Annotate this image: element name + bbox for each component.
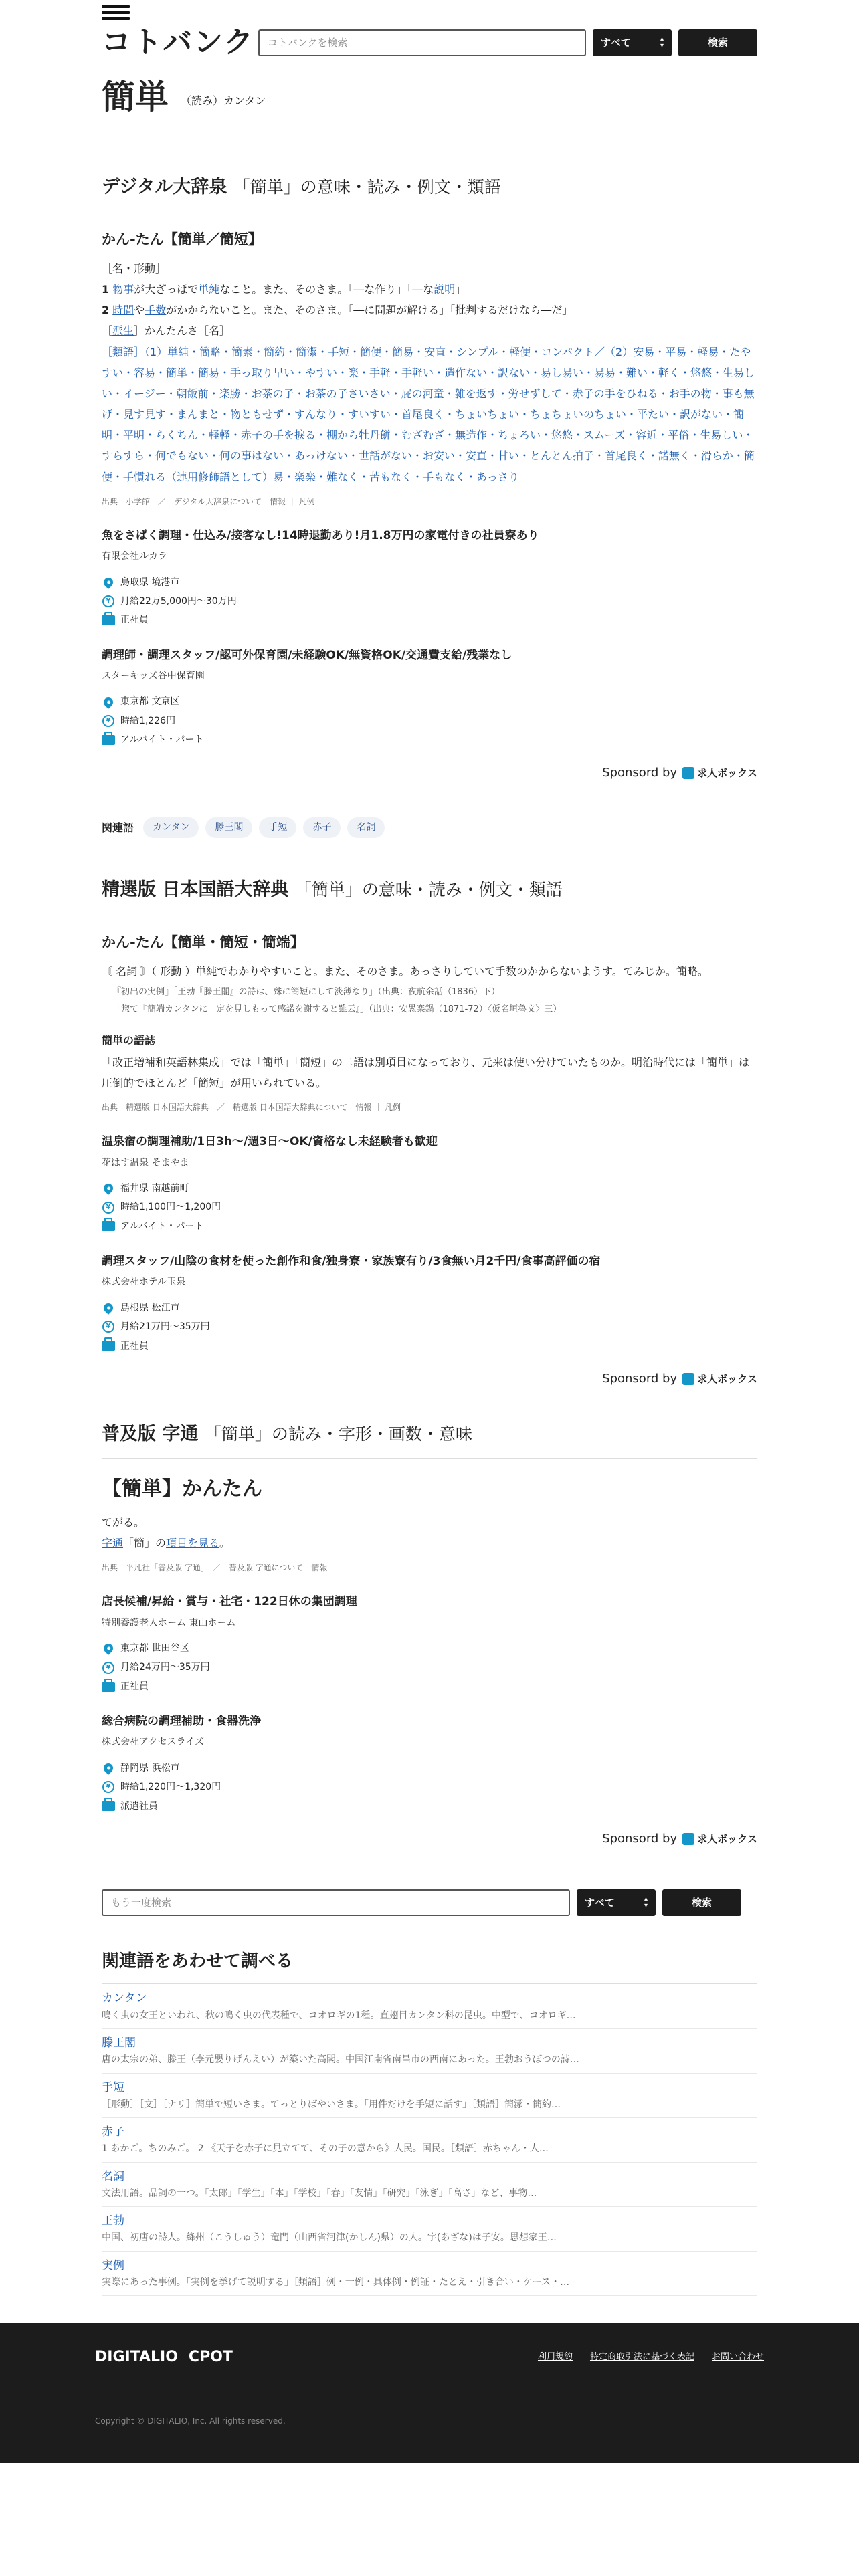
dictionary-name: デジタル大辞泉 [102, 177, 227, 197]
related-chip[interactable]: 名詞 [347, 817, 385, 837]
sponsor-label: Sponsord by [602, 1371, 678, 1386]
job-location: 鳥取県 境港市 [120, 576, 180, 588]
briefcase-icon [102, 614, 115, 627]
dictionary-name: 普及版 字通 [102, 1423, 199, 1444]
job-location-row [102, 1301, 757, 1315]
location-pin-icon [102, 695, 115, 709]
job-company: 有限会社ルカラ [102, 551, 167, 562]
part-of-speech: ［名・形動］ [102, 261, 167, 275]
job-company: 特別養護老人ホーム 東山ホーム [102, 1617, 236, 1628]
related-chip[interactable]: 滕王閣 [205, 817, 252, 837]
related-item[interactable] [102, 2029, 757, 2074]
job-type-row [102, 1799, 757, 1814]
related-title: 関連語をあわせて調べる [102, 1948, 757, 1985]
job-title[interactable]: 温泉宿の調理補助/1日3h〜/週3日〜OK/資格なし未経験者も歓迎 [102, 1135, 438, 1149]
entry-head: かん‐たん【簡単・簡短・簡端】 [102, 934, 304, 950]
sponsor-brand-name: 求人ボックス [697, 1373, 757, 1386]
kyujinbox-logo-icon [682, 1833, 694, 1845]
sponsor-brand-name: 求人ボックス [697, 766, 757, 779]
briefcase-icon [102, 1680, 115, 1693]
derived-form: ［派生］かんたんさ［名］ [102, 324, 231, 338]
footer-link-tokusho[interactable]: 特定商取引法に基づく表記 [589, 2351, 694, 2362]
related-item[interactable] [102, 2252, 757, 2296]
job-title[interactable]: 調理スタッフ/山陰の食材を使った創作和食/独身寮・家族寮有り/3食無い月2千円/食事高評価の宿 [102, 1255, 601, 1269]
location-pin-icon [102, 1182, 115, 1195]
job-meta [102, 1761, 757, 1814]
job-card[interactable] [102, 1713, 757, 1814]
word-header [102, 80, 757, 114]
job-card[interactable] [102, 1253, 757, 1354]
derived-text: かんたんさ［名］ [145, 324, 231, 338]
link-setsumei[interactable]: 説明 [434, 282, 456, 296]
source-note: 出典 平凡社「普及版 字通」 ／ 普及版 字通について 情報 [102, 1563, 328, 1573]
job-type-row [102, 732, 757, 747]
job-list [102, 527, 757, 748]
job-company: スターキッズ谷中保育園 [102, 670, 205, 681]
job-company: 花はす温泉 そまやま [102, 1157, 189, 1168]
related-item[interactable] [102, 1984, 757, 2029]
job-meta [102, 694, 757, 747]
derived-tag[interactable]: 派生 [112, 324, 134, 338]
quote-1: 『初出の実例』「王勃『滕王閣』の詩は、殊に簡短にして淡薄なり」（出典：夜航余話（1836）下） [112, 986, 500, 997]
yen-icon: ¥ [102, 1320, 115, 1333]
dictionary-name: 精選版 日本国語大辞典 [102, 879, 289, 900]
job-list [102, 1133, 757, 1354]
bottom-search-input[interactable]: もう一度検索 [102, 1889, 570, 1916]
footer-links [538, 2351, 764, 2365]
briefcase-icon [102, 1220, 115, 1233]
text [102, 1533, 757, 1553]
related-desc: 唐の太宗の弟、滕王（李元嬰りげんえい）が築いた高閣。中国江南省南昌市の西南にあった。王勃おうぼつの詩… [102, 2054, 579, 2066]
nikkoku-title [102, 875, 757, 914]
jitsu-body [102, 1512, 757, 1553]
job-salary: 時給1,100円〜1,200円 [120, 1202, 221, 1213]
related-item[interactable] [102, 2118, 757, 2163]
job-title[interactable]: 魚をさばく調理・仕込み/接客なし!14時退勤あり!月1.8万円の家電付きの社員寮あり [102, 529, 539, 543]
yen-icon: ¥ [102, 1201, 115, 1214]
related-item[interactable] [102, 2074, 757, 2119]
kyujinbox-logo-icon [682, 1373, 694, 1385]
job-type-row [102, 1339, 757, 1354]
related-term[interactable]: 手短 [102, 2080, 124, 2095]
job-company: 株式会社ホテル玉泉 [102, 1277, 186, 1288]
daijisen-title [102, 173, 757, 211]
related-term[interactable]: 実例 [102, 2258, 124, 2272]
related-desc: 実際にあった事例。「実例を挙げて説明する」［類語］例・一例・具体例・例証・たとえ・引き合い・ケース・… [102, 2277, 570, 2288]
subhead: 簡単の語誌 [102, 1034, 156, 1047]
job-location-row [102, 1181, 757, 1196]
bottom-category-select[interactable] [577, 1889, 656, 1916]
definition-1: 1 物事が大ざっぱで単純なこと。また、そのさま。「―な作り」「―な説明」 [102, 282, 466, 296]
dictionary-subtitle: 「簡単」の読み・字形・画数・意味 [204, 1424, 472, 1444]
sponsored-by [102, 764, 757, 783]
job-salary-row [102, 1780, 757, 1794]
job-location-row [102, 575, 757, 590]
text: てがる。 [102, 1515, 145, 1529]
text: 「簡」の [123, 1537, 167, 1550]
job-type-row [102, 613, 757, 627]
job-title[interactable]: 総合病院の調理補助・食器洗浄 [102, 1715, 261, 1729]
related-term[interactable]: 滕王閣 [102, 2036, 136, 2050]
job-list [102, 1593, 757, 1814]
dictionary-subtitle: 「簡単」の意味・読み・例文・類語 [294, 879, 563, 899]
footer [0, 2323, 859, 2463]
category-select[interactable] [593, 29, 672, 56]
text: が大ざっぱで [134, 282, 199, 296]
job-type: 派遣社員 [120, 1800, 158, 1812]
job-type: 正社員 [120, 615, 149, 626]
related-chip[interactable]: カンタン [143, 817, 199, 837]
kyujinbox-logo-icon [682, 767, 694, 779]
yen-icon: ¥ [102, 595, 115, 608]
job-card[interactable] [102, 1133, 757, 1234]
job-salary-row [102, 594, 757, 609]
daijisen-body [102, 258, 757, 488]
sponsor-brand[interactable] [682, 1831, 757, 1847]
search-button[interactable]: 検索 [678, 29, 757, 56]
cpot-logo[interactable]: CPOT [188, 2349, 233, 2366]
related-desc: 1 あかご。ちのみご。 2 《天子を赤子に見立てて、その子の意から》人民。国民。［類語］赤ちゃん・人… [102, 2143, 549, 2155]
location-pin-icon [102, 1642, 115, 1655]
yen-icon: ¥ [102, 714, 115, 728]
link-monogoto[interactable]: 物事 [112, 282, 134, 296]
bottom-search-bar [102, 1889, 757, 1916]
job-salary: 月給21万円〜35万円 [120, 1321, 210, 1333]
job-salary: 時給1,226円 [120, 715, 176, 726]
definition-2: 2 時間や手数がかからないこと。また、そのさま。「―に問題が解ける」「批判するだけなら―だ」 [102, 304, 573, 317]
related-item[interactable] [102, 2163, 757, 2208]
job-salary-row [102, 714, 757, 728]
job-location: 東京都 世田谷区 [120, 1643, 189, 1654]
job-location: 島根県 松江市 [120, 1302, 180, 1313]
footer-link-contact[interactable]: お問い合わせ [711, 2351, 764, 2362]
briefcase-icon [102, 1800, 115, 1813]
job-salary: 時給1,220円〜1,320円 [120, 1782, 221, 1793]
job-card[interactable] [102, 527, 757, 628]
job-type-row [102, 1219, 757, 1234]
job-meta [102, 1641, 757, 1694]
job-type: アルバイト・パート [120, 1220, 204, 1232]
text: なこと。また、そのさま。「―な作り」「―な [219, 282, 434, 296]
job-location: 静岡県 浜松市 [120, 1762, 180, 1774]
job-title[interactable]: 調理師・調理スタッフ/認可外保育園/未経験OK/無資格OK/交通費支給/残業なし [102, 648, 512, 662]
job-company: 株式会社アクセスライズ [102, 1737, 205, 1748]
job-location-row [102, 694, 757, 709]
related-chip[interactable]: 赤子 [303, 817, 341, 837]
related-term[interactable]: 赤子 [102, 2125, 124, 2139]
related-term[interactable]: カンタン [102, 1992, 147, 2006]
job-type: アルバイト・パート [120, 734, 204, 746]
related-desc: 文法用語。品詞の一つ。「太郎」「学生」「本」「学校」「春」「友情」「研究」「泳ぎ」「高さ」など、事物… [102, 2187, 537, 2199]
related-label: 関連語 [102, 821, 134, 834]
location-pin-icon [102, 1301, 115, 1315]
category-select-label: すべて [601, 37, 631, 49]
job-salary: 月給22万5,000円〜30万円 [120, 596, 237, 607]
sponsored-by [102, 1830, 757, 1849]
location-pin-icon [102, 1761, 115, 1775]
text: がかからないこと。また、そのさま。「―に問題が解ける」「批判するだけなら―だ」 [166, 304, 573, 317]
word-yomi: （読み）カンタン [181, 94, 266, 108]
job-salary: 月給24万円〜35万円 [120, 1662, 210, 1673]
source-note: 出典 小学館 ／ デジタル大辞泉について 情報 ｜ 凡例 [102, 496, 315, 506]
sponsor-brand-name: 求人ボックス [697, 1833, 757, 1846]
location-pin-icon [102, 576, 115, 589]
word-title: 簡単 [102, 78, 169, 116]
search-input[interactable]: コトバンクを検索 [258, 29, 586, 56]
jitsu-title [102, 1420, 757, 1459]
job-meta [102, 1301, 757, 1354]
link-jikan[interactable]: 時間 [112, 304, 134, 317]
job-type: 正社員 [120, 1681, 149, 1692]
job-salary-row [102, 1319, 757, 1334]
sponsor-label: Sponsord by [602, 1831, 678, 1846]
footer-logos [95, 2345, 233, 2369]
chevron-updown-icon: ▴ ▾ [644, 1895, 648, 1909]
briefcase-icon [102, 1339, 115, 1353]
link-view-entry[interactable]: 項目を見る [166, 1537, 220, 1550]
site-header [102, 25, 757, 60]
text: 」 [455, 282, 466, 296]
briefcase-icon [102, 733, 115, 746]
job-card[interactable] [102, 1593, 757, 1694]
job-type: 正社員 [120, 1340, 149, 1352]
yen-icon: ¥ [102, 1661, 115, 1675]
site-logo[interactable]: コトバンク [102, 25, 255, 60]
related-term[interactable]: 名詞 [102, 2169, 124, 2183]
sponsor-brand[interactable] [682, 1371, 757, 1387]
job-title[interactable]: 店長候補/昇給・賞与・社宅・122日休の集団調理 [102, 1595, 357, 1609]
synonyms-list[interactable]: ［類語］（1）単純・簡略・簡素・簡約・簡潔・手短・簡便・簡易・安直・シンプル・軽便・コンパクト／（2）安易・平易・軽易・たやすい・容易・簡単・簡易・手っ取り早い・やすい・楽・手軽・手軽い・造作ない・訳ない・易し易い・易易・難い・軽く・悠悠・生易しい・イージー・朝飯前・楽勝・お茶の子・お茶の子さいさい・屁の河童・雑を返す・労せずして・赤子の手をひねる・お手の物・事も無げ・見す見す・まんまと・物ともせず・すんなり・すいすい・首尾良く・ちょいちょい・ちょちょいのちょい・平たい・訳がない・簡明・平明・らくちん・軽軽・赤子の手を捩る・棚から牡丹餅・むざむざ・無造作・ちょろい・悠悠・スムーズ・容近・平俗・生易しい・すらすら・何でもない・何の事はない・あっけない・世話がない・お安い・安直・甘い・とんとん拍子・首尾良く・諾無く・滑らか・簡便・手慣れる（連用修飾語として）易・楽楽・難なく・苦もなく・手もなく・あっさり [102, 345, 755, 484]
text: や [134, 304, 145, 317]
related-desc: ［形動］［文］［ナリ］簡単で短いさま。てっとりばやいさま。「用件だけを手短に話す」［類語］簡潔・簡約… [102, 2099, 561, 2110]
related-chip[interactable]: 手短 [259, 817, 296, 837]
category-select-label: すべて [585, 1896, 615, 1909]
job-salary-row [102, 1660, 757, 1675]
copyright: Copyright © DIGITALIO, Inc. All rights reserved. [95, 2416, 286, 2426]
text: 。 [219, 1537, 231, 1550]
gosi-note: 「改正増補和英語林集成」では「簡単」「簡短」の二語は別項目になっており、元来は使い分けていたものか。明治時代には「簡単」は圧倒的でほとんど「簡短」が用いられている。 [102, 1055, 750, 1090]
footer-link-terms[interactable]: 利用規約 [537, 2351, 573, 2362]
quote-2: 「惣て『簡端カンタンに一定を見しもって感諾を謝すると雖云』」（出典：安愚楽鍋（1871‐72）〈仮名垣魯文〉三） [112, 1004, 562, 1015]
job-location: 東京都 文京区 [120, 696, 180, 708]
job-meta [102, 575, 757, 628]
related-desc: 中国、初唐の詩人。絳州（こうしゅう）竜門（山西省河津(かしん)県）の人。字(あざな)は子安。思想家王… [102, 2232, 557, 2244]
sponsor-brand[interactable] [682, 765, 757, 781]
job-location-row [102, 1761, 757, 1776]
job-salary-row [102, 1200, 757, 1214]
related-list [102, 1984, 757, 2296]
related-chips [102, 817, 757, 837]
chevron-updown-icon: ▴ ▾ [660, 35, 664, 49]
entry-head: 【簡単】かんたん [102, 1477, 262, 1501]
link-tanjun[interactable]: 単純 [198, 282, 220, 296]
related-item[interactable] [102, 2207, 757, 2252]
menu-icon[interactable] [102, 4, 130, 21]
job-location-row [102, 1641, 757, 1656]
job-meta [102, 1181, 757, 1234]
related-term[interactable]: 王勃 [102, 2214, 124, 2228]
sponsored-by [102, 1370, 757, 1389]
digitalio-logo[interactable]: DIGITALIO [95, 2349, 178, 2366]
source-note: 出典 精選版 日本国語大辞典 ／ 精選版 日本国語大辞典について 情報 ｜ 凡例 [102, 1103, 401, 1113]
entry-head: かん‐たん【簡単／簡短】 [102, 231, 262, 248]
bottom-search-button[interactable]: 検索 [662, 1889, 741, 1916]
dictionary-subtitle: 「簡単」の意味・読み・例文・類語 [233, 177, 501, 197]
link-tesu[interactable]: 手数 [145, 304, 167, 317]
job-location: 福井県 南越前町 [120, 1183, 189, 1194]
related-desc: 鳴く虫の女王といわれ、秋の鳴く虫の代表種で、コオロギの1種。直翅目カンタン科の昆虫。中型で、コオロギ… [102, 2010, 576, 2021]
job-card[interactable] [102, 647, 757, 748]
sponsor-label: Sponsord by [602, 765, 678, 780]
job-type-row [102, 1679, 757, 1694]
search-bar [258, 29, 757, 56]
nikkoku-definition: 〘 名詞 〙（ 形動 ）単純でわかりやすいこと。また、そのさま。あっさりしていて手数のかからないようす。てみじか。簡略。 [102, 964, 708, 978]
link-jitsu[interactable]: 字通 [102, 1537, 124, 1550]
yen-icon: ¥ [102, 1780, 115, 1794]
